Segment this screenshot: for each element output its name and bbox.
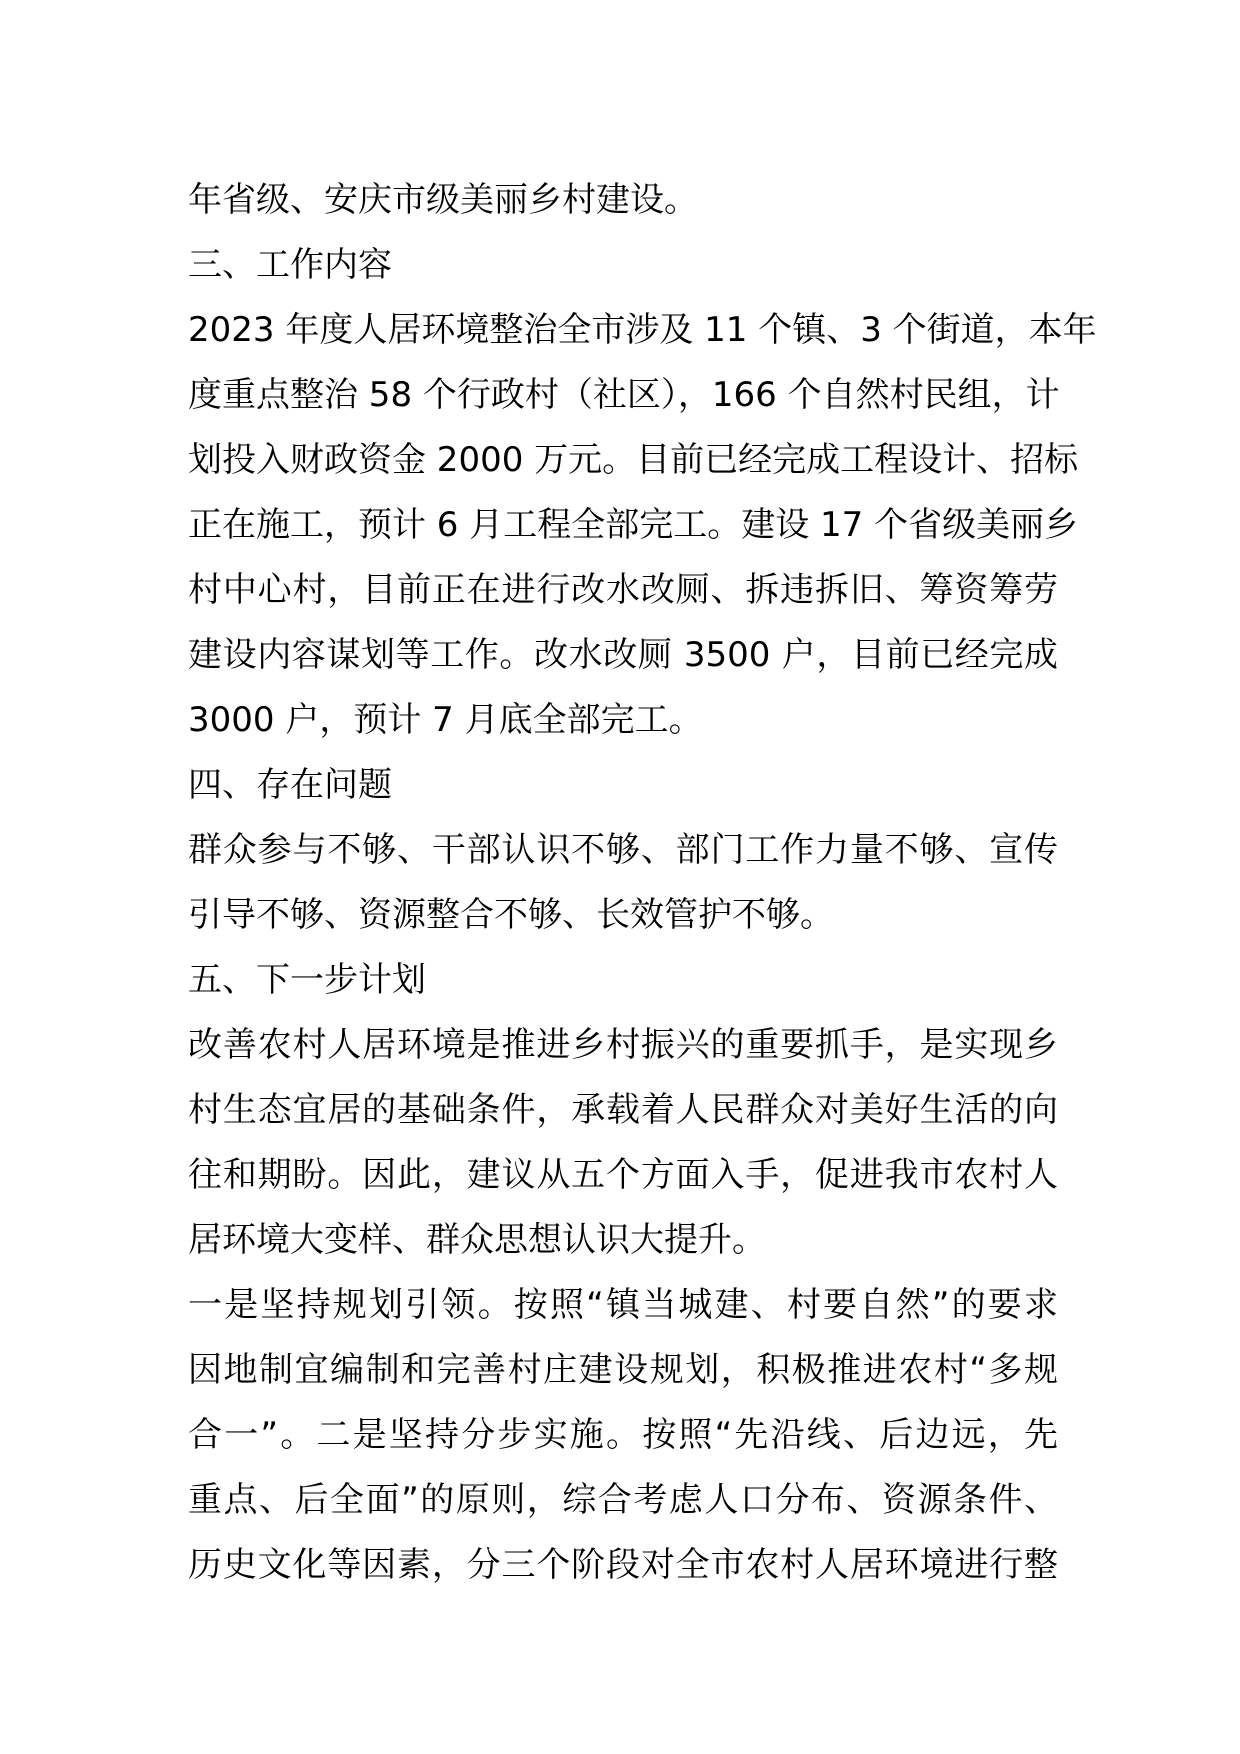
section-heading-next-plan: 五、下一步计划 — [188, 960, 426, 1000]
text-line: 2023 年度人居环境整治全市涉及 11 个镇、3 个街道，本年 — [188, 310, 1097, 350]
text-line: 年省级、安庆市级美丽乡村建设。 — [188, 180, 698, 220]
text-line: 度重点整治 58 个行政村（社区），166 个自然村民组，计 — [188, 375, 1060, 415]
section-heading-work-content: 三、工作内容 — [188, 245, 392, 285]
text-line: 改善农村人居环境是推进乡村振兴的重要抓手，是实现乡 — [188, 1025, 1058, 1065]
text-line: 建设内容谋划等工作。改水改厕 3500 户，目前已经完成 — [188, 635, 1058, 675]
section-heading-problems: 四、存在问题 — [188, 765, 392, 805]
text-line: 群众参与不够、干部认识不够、部门工作力量不够、宣传 — [188, 830, 1058, 870]
text-line: 一是坚持规划引领。按照“镇当城建、村要自然”的要求 — [188, 1285, 1058, 1325]
text-line: 居环境大变样、群众思想认识大提升。 — [188, 1220, 766, 1260]
document-body — [188, 168, 1097, 1598]
text-line: 合一”。二是坚持分步实施。按照“先沿线、后边远，先 — [188, 1415, 1058, 1455]
text-line: 村中心村，目前正在进行改水改厕、拆违拆旧、筹资筹劳 — [188, 570, 1058, 610]
text-line: 往和期盼。因此，建议从五个方面入手，促进我市农村人 — [188, 1155, 1058, 1195]
text-line: 正在施工，预计 6 月工程全部完工。建设 17 个省级美丽乡 — [188, 505, 1079, 545]
text-line: 因地制宜编制和完善村庄建设规划，积极推进农村“多规 — [188, 1350, 1058, 1390]
text-line: 重点、后全面”的原则，综合考虑人口分布、资源条件、 — [188, 1480, 1058, 1520]
text-line: 村生态宜居的基础条件，承载着人民群众对美好生活的向 — [188, 1090, 1058, 1130]
text-line: 历史文化等因素，分三个阶段对全市农村人居环境进行整 — [188, 1545, 1058, 1585]
text-line: 引导不够、资源整合不够、长效管护不够。 — [188, 895, 834, 935]
text-line: 3000 户，预计 7 月底全部完工。 — [188, 700, 703, 740]
text-line: 划投入财政资金 2000 万元。目前已经完成工程设计、招标 — [188, 440, 1079, 480]
